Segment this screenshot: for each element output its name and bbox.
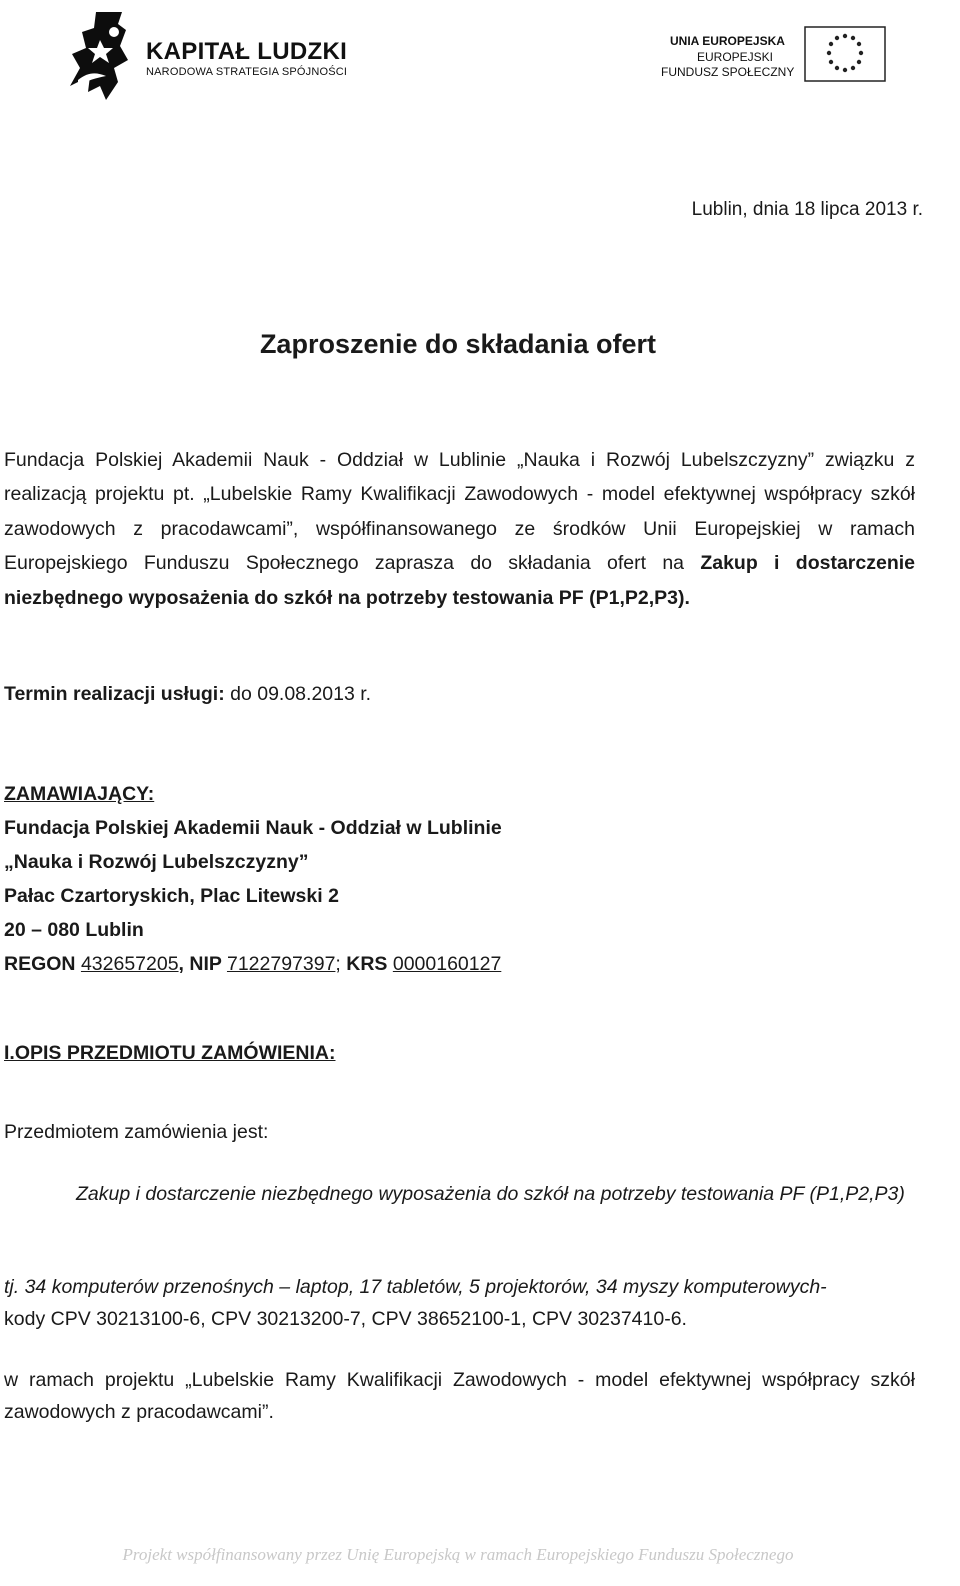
contracting-line4: 20 – 080 Lublin — [4, 919, 144, 941]
ids-separator-2: ; — [335, 953, 347, 975]
order-subject: Zakup i dostarczenie niezbędnego wyposażenia do szkół na potrzeby testowania PF (P1,P2,P3) — [76, 1183, 905, 1205]
ids-separator-1: , — [178, 953, 190, 975]
eu-logo-line3: FUNDUSZ SPOŁECZNY — [661, 65, 795, 79]
regon-value: 432657205 — [80, 953, 179, 975]
krs-value: 0000160127 — [392, 953, 502, 975]
deadline-line — [4, 683, 371, 706]
document-date: Lublin, dnia 18 lipca 2013 r. — [691, 199, 923, 220]
contracting-ids — [4, 953, 501, 976]
order-cpv-codes: kody CPV 30213100-6, CPV 30213200-7, CPV 38652100-1, CPV 30237410-6. — [4, 1308, 687, 1330]
eu-logo-line2: EUROPEJSKI — [697, 50, 774, 64]
krs-label: KRS — [346, 953, 393, 975]
project-paragraph: w ramach projektu „Lubelskie Ramy Kwalifikacji Zawodowych - model efektywnej współpracy szkół zawodowych z pracodawcami”. — [4, 1369, 915, 1423]
nip-label: NIP — [189, 953, 227, 975]
order-items — [4, 1271, 915, 1335]
intro-bold-subject: Zakup i dostarczenie niezbędnego wyposażenia do szkół na potrzeby testowania PF (P1,P2,P3). — [4, 552, 915, 609]
eu-logo-line1: UNIA EUROPEJSKA — [670, 34, 785, 48]
intro-paragraph — [4, 443, 915, 615]
section1-heading: I.OPIS PRZEDMIOTU ZAMÓWIENIA: — [4, 1042, 336, 1064]
document-title: Zaproszenie do składania ofert — [259, 329, 657, 359]
section1-lead: Przedmiotem zamówienia jest: — [4, 1121, 269, 1143]
kapital-ludzki-emblem-icon — [66, 10, 146, 102]
contracting-line3: Pałac Czartoryskich, Plac Litewski 2 — [4, 885, 339, 907]
regon-label: REGON — [4, 953, 81, 975]
intro-text: Fundacja Polskiej Akademii Nauk - Oddział w Lublinie „Nauka i Rozwój Lubelszczyzny” związku z realizacją projektu pt. „Lubelskie Ramy Kwalifikacji Zawodowych - model efektywnej współpracy szkół zawodowych z pracodawcami”, współfinansowanego ze środków Unii Europejskiej w ramach Europejskiego Funduszu Społecznego zaprasza do składania ofert na — [4, 449, 915, 575]
deadline-value: do 09.08.2013 r. — [224, 683, 372, 705]
contracting-line2: „Nauka i Rozwój Lubelszczyzny” — [4, 851, 309, 873]
kapital-ludzki-title: KAPITAŁ LUDZKI — [146, 38, 348, 65]
order-items-list: tj. 34 komputerów przenośnych – laptop, 17 tabletów, 5 projektorów, 34 myszy komputerowych- — [4, 1276, 827, 1298]
contracting-heading: ZAMAWIAJĄCY: — [4, 783, 155, 805]
eu-flag-icon — [804, 26, 886, 82]
nip-value: 7122797397 — [226, 953, 336, 975]
footer-note: Projekt współfinansowany przez Unię Europejską w ramach Europejskiego Funduszu Społecznego — [122, 1545, 794, 1564]
deadline-label: Termin realizacji usługi: — [4, 683, 225, 705]
kapital-ludzki-subtitle: NARODOWA STRATEGIA SPÓJNOŚCI — [146, 66, 348, 78]
contracting-line1: Fundacja Polskiej Akademii Nauk - Oddział w Lublinie — [4, 817, 502, 839]
